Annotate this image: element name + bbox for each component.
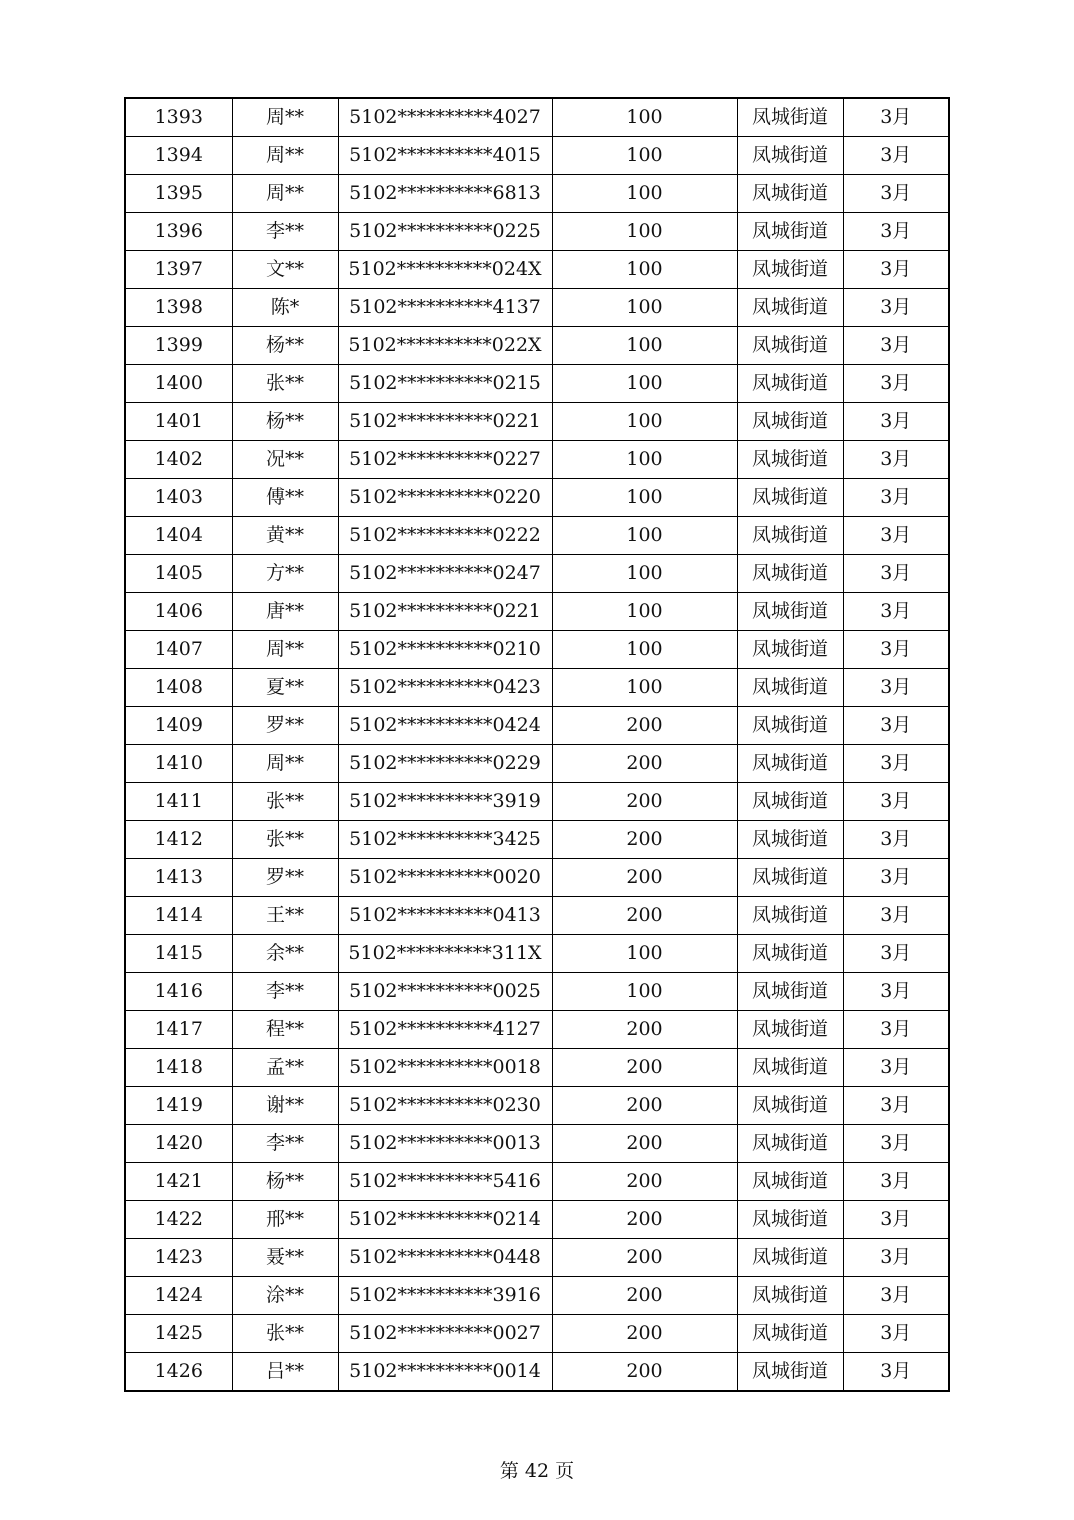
name-cell: 程** (232, 1011, 338, 1049)
id-number-cell: 5102**********0220 (338, 479, 552, 517)
name-cell: 余** (232, 935, 338, 973)
id-number-cell: 5102**********4137 (338, 289, 552, 327)
id-number-cell: 5102**********5416 (338, 1163, 552, 1201)
name-cell: 李** (232, 1125, 338, 1163)
street-cell: 凤城街道 (737, 935, 843, 973)
month-cell: 3月 (843, 1239, 949, 1277)
name-cell: 夏** (232, 669, 338, 707)
street-cell: 凤城街道 (737, 973, 843, 1011)
table-row (125, 1011, 949, 1049)
month-cell: 3月 (843, 745, 949, 783)
table-row (125, 289, 949, 327)
row-number-cell: 1405 (125, 555, 232, 593)
month-cell: 3月 (843, 1277, 949, 1315)
amount-cell: 200 (552, 1315, 737, 1353)
month-cell: 3月 (843, 1011, 949, 1049)
name-cell: 况** (232, 441, 338, 479)
amount-cell: 200 (552, 1163, 737, 1201)
row-number-cell: 1426 (125, 1353, 232, 1392)
street-cell: 凤城街道 (737, 137, 843, 175)
month-cell: 3月 (843, 555, 949, 593)
row-number-cell: 1406 (125, 593, 232, 631)
id-number-cell: 5102**********4015 (338, 137, 552, 175)
beneficiary-table (124, 97, 950, 1392)
amount-cell: 200 (552, 745, 737, 783)
amount-cell: 100 (552, 593, 737, 631)
name-cell: 傅** (232, 479, 338, 517)
table-row (125, 98, 949, 137)
table-row (125, 897, 949, 935)
table-row (125, 1125, 949, 1163)
name-cell: 周** (232, 98, 338, 137)
amount-cell: 100 (552, 517, 737, 555)
amount-cell: 200 (552, 707, 737, 745)
name-cell: 唐** (232, 593, 338, 631)
table-row (125, 441, 949, 479)
name-cell: 孟** (232, 1049, 338, 1087)
name-cell: 方** (232, 555, 338, 593)
month-cell: 3月 (843, 327, 949, 365)
month-cell: 3月 (843, 479, 949, 517)
row-number-cell: 1407 (125, 631, 232, 669)
row-number-cell: 1420 (125, 1125, 232, 1163)
table-row (125, 859, 949, 897)
id-number-cell: 5102**********0210 (338, 631, 552, 669)
id-number-cell: 5102**********4127 (338, 1011, 552, 1049)
street-cell: 凤城街道 (737, 821, 843, 859)
table-row (125, 175, 949, 213)
table-row (125, 707, 949, 745)
row-number-cell: 1399 (125, 327, 232, 365)
month-cell: 3月 (843, 1125, 949, 1163)
id-number-cell: 5102**********0225 (338, 213, 552, 251)
name-cell: 谢** (232, 1087, 338, 1125)
month-cell: 3月 (843, 1353, 949, 1392)
table-row (125, 137, 949, 175)
amount-cell: 100 (552, 669, 737, 707)
street-cell: 凤城街道 (737, 1125, 843, 1163)
id-number-cell: 5102**********022X (338, 327, 552, 365)
month-cell: 3月 (843, 1201, 949, 1239)
row-number-cell: 1402 (125, 441, 232, 479)
month-cell: 3月 (843, 441, 949, 479)
month-cell: 3月 (843, 213, 949, 251)
month-cell: 3月 (843, 1163, 949, 1201)
amount-cell: 100 (552, 631, 737, 669)
id-number-cell: 5102**********4027 (338, 98, 552, 137)
street-cell: 凤城街道 (737, 783, 843, 821)
month-cell: 3月 (843, 821, 949, 859)
row-number-cell: 1421 (125, 1163, 232, 1201)
row-number-cell: 1422 (125, 1201, 232, 1239)
row-number-cell: 1397 (125, 251, 232, 289)
name-cell: 罗** (232, 859, 338, 897)
street-cell: 凤城街道 (737, 1277, 843, 1315)
id-number-cell: 5102**********0018 (338, 1049, 552, 1087)
street-cell: 凤城街道 (737, 479, 843, 517)
id-number-cell: 5102**********0227 (338, 441, 552, 479)
month-cell: 3月 (843, 251, 949, 289)
amount-cell: 200 (552, 1049, 737, 1087)
amount-cell: 200 (552, 783, 737, 821)
street-cell: 凤城街道 (737, 98, 843, 137)
id-number-cell: 5102**********0214 (338, 1201, 552, 1239)
row-number-cell: 1414 (125, 897, 232, 935)
row-number-cell: 1417 (125, 1011, 232, 1049)
name-cell: 李** (232, 973, 338, 1011)
amount-cell: 100 (552, 213, 737, 251)
row-number-cell: 1416 (125, 973, 232, 1011)
table-row (125, 973, 949, 1011)
id-number-cell: 5102**********0020 (338, 859, 552, 897)
amount-cell: 200 (552, 859, 737, 897)
id-number-cell: 5102**********0221 (338, 403, 552, 441)
street-cell: 凤城街道 (737, 1201, 843, 1239)
name-cell: 涂** (232, 1277, 338, 1315)
table-row (125, 1201, 949, 1239)
table-row (125, 1087, 949, 1125)
table-row (125, 1353, 949, 1392)
street-cell: 凤城街道 (737, 251, 843, 289)
street-cell: 凤城街道 (737, 1315, 843, 1353)
street-cell: 凤城街道 (737, 365, 843, 403)
name-cell: 李** (232, 213, 338, 251)
name-cell: 罗** (232, 707, 338, 745)
name-cell: 杨** (232, 1163, 338, 1201)
id-number-cell: 5102**********024X (338, 251, 552, 289)
street-cell: 凤城街道 (737, 745, 843, 783)
month-cell: 3月 (843, 783, 949, 821)
street-cell: 凤城街道 (737, 631, 843, 669)
amount-cell: 100 (552, 935, 737, 973)
amount-cell: 100 (552, 365, 737, 403)
name-cell: 张** (232, 783, 338, 821)
amount-cell: 200 (552, 1239, 737, 1277)
table-row (125, 517, 949, 555)
row-number-cell: 1401 (125, 403, 232, 441)
amount-cell: 100 (552, 137, 737, 175)
row-number-cell: 1395 (125, 175, 232, 213)
amount-cell: 100 (552, 327, 737, 365)
amount-cell: 200 (552, 1011, 737, 1049)
table-row (125, 479, 949, 517)
name-cell: 邢** (232, 1201, 338, 1239)
table-row (125, 1239, 949, 1277)
month-cell: 3月 (843, 935, 949, 973)
amount-cell: 100 (552, 973, 737, 1011)
row-number-cell: 1412 (125, 821, 232, 859)
id-number-cell: 5102**********0014 (338, 1353, 552, 1392)
table-row (125, 1163, 949, 1201)
name-cell: 张** (232, 821, 338, 859)
table-row (125, 783, 949, 821)
id-number-cell: 5102**********0229 (338, 745, 552, 783)
name-cell: 周** (232, 175, 338, 213)
amount-cell: 200 (552, 821, 737, 859)
month-cell: 3月 (843, 517, 949, 555)
table-row (125, 1277, 949, 1315)
name-cell: 王** (232, 897, 338, 935)
row-number-cell: 1415 (125, 935, 232, 973)
row-number-cell: 1408 (125, 669, 232, 707)
table-row (125, 631, 949, 669)
month-cell: 3月 (843, 175, 949, 213)
table-row (125, 1049, 949, 1087)
name-cell: 张** (232, 365, 338, 403)
amount-cell: 200 (552, 1125, 737, 1163)
id-number-cell: 5102**********0247 (338, 555, 552, 593)
name-cell: 杨** (232, 327, 338, 365)
street-cell: 凤城街道 (737, 403, 843, 441)
street-cell: 凤城街道 (737, 1353, 843, 1392)
table-row (125, 821, 949, 859)
month-cell: 3月 (843, 669, 949, 707)
row-number-cell: 1403 (125, 479, 232, 517)
month-cell: 3月 (843, 593, 949, 631)
name-cell: 黄** (232, 517, 338, 555)
row-number-cell: 1419 (125, 1087, 232, 1125)
id-number-cell: 5102**********0413 (338, 897, 552, 935)
row-number-cell: 1393 (125, 98, 232, 137)
row-number-cell: 1410 (125, 745, 232, 783)
amount-cell: 100 (552, 289, 737, 327)
street-cell: 凤城街道 (737, 1239, 843, 1277)
amount-cell: 100 (552, 555, 737, 593)
amount-cell: 100 (552, 403, 737, 441)
row-number-cell: 1423 (125, 1239, 232, 1277)
row-number-cell: 1411 (125, 783, 232, 821)
id-number-cell: 5102**********0013 (338, 1125, 552, 1163)
row-number-cell: 1424 (125, 1277, 232, 1315)
month-cell: 3月 (843, 631, 949, 669)
table-row (125, 403, 949, 441)
id-number-cell: 5102**********0025 (338, 973, 552, 1011)
street-cell: 凤城街道 (737, 859, 843, 897)
name-cell: 周** (232, 745, 338, 783)
id-number-cell: 5102**********0222 (338, 517, 552, 555)
table-body (125, 98, 949, 1391)
table-row (125, 213, 949, 251)
row-number-cell: 1425 (125, 1315, 232, 1353)
row-number-cell: 1413 (125, 859, 232, 897)
name-cell: 周** (232, 137, 338, 175)
street-cell: 凤城街道 (737, 289, 843, 327)
street-cell: 凤城街道 (737, 441, 843, 479)
street-cell: 凤城街道 (737, 175, 843, 213)
amount-cell: 100 (552, 175, 737, 213)
street-cell: 凤城街道 (737, 327, 843, 365)
month-cell: 3月 (843, 859, 949, 897)
row-number-cell: 1394 (125, 137, 232, 175)
id-number-cell: 5102**********6813 (338, 175, 552, 213)
id-number-cell: 5102**********0215 (338, 365, 552, 403)
id-number-cell: 5102**********0448 (338, 1239, 552, 1277)
month-cell: 3月 (843, 137, 949, 175)
month-cell: 3月 (843, 289, 949, 327)
amount-cell: 100 (552, 98, 737, 137)
table-row (125, 365, 949, 403)
row-number-cell: 1400 (125, 365, 232, 403)
street-cell: 凤城街道 (737, 1163, 843, 1201)
row-number-cell: 1418 (125, 1049, 232, 1087)
month-cell: 3月 (843, 1315, 949, 1353)
table-row (125, 555, 949, 593)
id-number-cell: 5102**********0230 (338, 1087, 552, 1125)
table-row (125, 935, 949, 973)
id-number-cell: 5102**********0027 (338, 1315, 552, 1353)
street-cell: 凤城街道 (737, 1049, 843, 1087)
street-cell: 凤城街道 (737, 555, 843, 593)
amount-cell: 100 (552, 441, 737, 479)
name-cell: 杨** (232, 403, 338, 441)
name-cell: 周** (232, 631, 338, 669)
table-row (125, 1315, 949, 1353)
table-row (125, 745, 949, 783)
table-row (125, 327, 949, 365)
amount-cell: 200 (552, 1353, 737, 1392)
month-cell: 3月 (843, 1049, 949, 1087)
street-cell: 凤城街道 (737, 897, 843, 935)
month-cell: 3月 (843, 1087, 949, 1125)
amount-cell: 200 (552, 1087, 737, 1125)
amount-cell: 100 (552, 251, 737, 289)
row-number-cell: 1404 (125, 517, 232, 555)
month-cell: 3月 (843, 897, 949, 935)
row-number-cell: 1398 (125, 289, 232, 327)
street-cell: 凤城街道 (737, 1087, 843, 1125)
id-number-cell: 5102**********3919 (338, 783, 552, 821)
table-row (125, 669, 949, 707)
row-number-cell: 1396 (125, 213, 232, 251)
amount-cell: 200 (552, 897, 737, 935)
id-number-cell: 5102**********0424 (338, 707, 552, 745)
street-cell: 凤城街道 (737, 707, 843, 745)
amount-cell: 100 (552, 479, 737, 517)
id-number-cell: 5102**********0423 (338, 669, 552, 707)
id-number-cell: 5102**********3425 (338, 821, 552, 859)
name-cell: 文** (232, 251, 338, 289)
street-cell: 凤城街道 (737, 1011, 843, 1049)
row-number-cell: 1409 (125, 707, 232, 745)
page-number: 第 42 页 (499, 1460, 575, 1482)
table-row (125, 251, 949, 289)
id-number-cell: 5102**********3916 (338, 1277, 552, 1315)
month-cell: 3月 (843, 403, 949, 441)
id-number-cell: 5102**********311X (338, 935, 552, 973)
month-cell: 3月 (843, 365, 949, 403)
table-row (125, 593, 949, 631)
street-cell: 凤城街道 (737, 517, 843, 555)
name-cell: 吕** (232, 1353, 338, 1392)
amount-cell: 200 (552, 1201, 737, 1239)
month-cell: 3月 (843, 707, 949, 745)
name-cell: 陈* (232, 289, 338, 327)
id-number-cell: 5102**********0221 (338, 593, 552, 631)
amount-cell: 200 (552, 1277, 737, 1315)
name-cell: 聂** (232, 1239, 338, 1277)
name-cell: 张** (232, 1315, 338, 1353)
street-cell: 凤城街道 (737, 213, 843, 251)
month-cell: 3月 (843, 98, 949, 137)
street-cell: 凤城街道 (737, 669, 843, 707)
street-cell: 凤城街道 (737, 593, 843, 631)
month-cell: 3月 (843, 973, 949, 1011)
